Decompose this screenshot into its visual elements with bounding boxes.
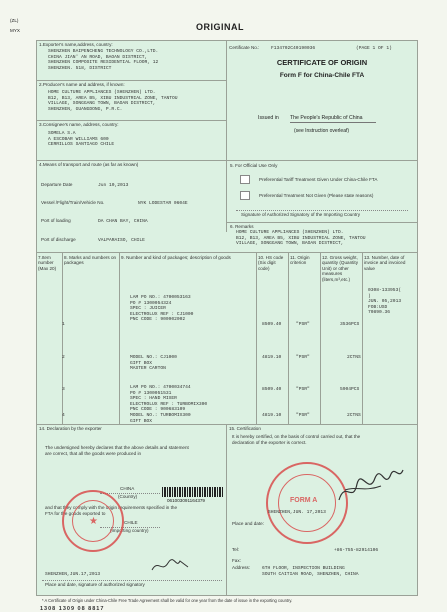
consignee-line: A ESCOBAR WILLIAMS 600 <box>48 136 109 142</box>
see-overleaf: (see Instruction overleaf) <box>294 128 350 134</box>
port-loading-label: Port of loading <box>41 218 71 223</box>
exporter-signature-label: Place and date, signature of authorized signatory <box>45 582 145 587</box>
certificate-subtitle: Form F for China-Chile FTA <box>279 72 365 79</box>
item-number: 2 <box>62 355 65 360</box>
box6-label: 6. Remarks <box>230 224 254 229</box>
divider <box>62 252 63 424</box>
origin-criterion: "PSR" <box>296 355 310 360</box>
consignee-line: SOMELA S.A <box>48 131 76 136</box>
goods-desc-line: MASTER CARTON <box>130 366 166 371</box>
certificate-no-label: Certificate No.: <box>229 45 260 50</box>
consignee-line: CERRILLOS SANTIAGO CHILE <box>48 142 115 147</box>
address-line: SOUTH CAITIAN ROAD, SHENZHEN, CHINA <box>262 571 359 577</box>
hs-code: 8509.40 <box>262 322 282 327</box>
port-loading-value: DA CHAN BAY, CHINA <box>98 219 148 224</box>
divider <box>36 80 226 81</box>
port-discharge-label: Port of discharge <box>41 237 76 242</box>
box2-label: 2.Producer's name and address, if known: <box>39 82 125 87</box>
goods-desc-block <box>130 295 193 323</box>
producer-line: VILLAGE, SONGGANG TOWN, BAOAN DISTRICT, <box>48 101 156 106</box>
goods-desc-line: MODEL NO.: TURBOMIX300 <box>130 413 191 418</box>
box5-label: 5. For Official Use Only <box>230 163 278 168</box>
importing-signatory-label: Signature of Authorized Signatory of the Importing Country <box>241 212 360 217</box>
item-number: 1 <box>62 322 65 327</box>
box1-label: 1.Exporter's name,address, country: <box>39 42 113 47</box>
issued-country: The People's Republic of China <box>290 115 376 123</box>
importing-country-hint: (Importing country) <box>110 528 149 533</box>
divider <box>36 160 418 161</box>
fax-label: Fax: <box>232 558 241 563</box>
divider <box>226 222 418 223</box>
address-label: Address: <box>232 565 251 570</box>
producer-line: SHENZHEN, GUANGDONG, P.R.C. <box>48 106 123 112</box>
barcode <box>162 487 224 497</box>
invoice-date: JUN. 05,2013 <box>368 299 402 304</box>
quantity: 3536PCS <box>340 322 360 327</box>
declaration-text-3: and that they comply with the origin requirements specified in the <box>45 505 178 510</box>
exporter-line: CHINA JIAN' AN ROAD, BAOAN DISTRICT, <box>48 54 148 60</box>
tel-label: Tel: <box>232 547 240 552</box>
header-marks: 8. Marks and numbers on packages <box>64 255 117 266</box>
remarks-line: HOME CULTURE APPLIANCES (SHENZHEN) LTD. <box>236 230 344 235</box>
goods-desc-line: SPEC : HAND MIXER <box>130 396 177 401</box>
quantity: 2CTNS <box>347 413 361 418</box>
divider <box>36 120 226 121</box>
original-label: ORIGINAL <box>196 22 244 32</box>
importing-country: CHILE <box>124 520 138 525</box>
preferential-given-checkbox[interactable] <box>240 175 250 184</box>
top-mark-myx: MYX <box>10 28 20 33</box>
invoice-fob: FOB:USD <box>368 304 388 310</box>
footer-number: 1308 1309 08 8817 <box>40 606 105 612</box>
issued-in-label: Issued in <box>258 115 279 121</box>
place-date-value: SHENZHEN,JUN. 17,2013 <box>268 510 326 515</box>
goods-desc-line: GIFT BOX <box>130 360 153 366</box>
box4-label: 4.Means of transport and route (as far as known) <box>39 162 139 167</box>
divider <box>288 252 289 424</box>
invoice-value: 70890.36 <box>368 310 391 315</box>
certificate-no-value: F134702C40190036 <box>271 46 316 51</box>
origin-criterion: "PSR" <box>296 322 310 327</box>
goods-desc-line: MODEL NO.: CJ1000 <box>130 355 177 360</box>
box14-label: 14. Declaration by the exporter <box>39 426 102 431</box>
preferential-not-given-label: Preferential Treatment Not Given (Please state reasons) <box>259 193 374 198</box>
footer-note: * A Certificate of Origin under China-Chile Free Trade Agreement shall be valid for one year from the date of issue in the exporting country. <box>42 598 293 603</box>
certifier-signature <box>335 460 407 508</box>
divider <box>226 40 227 232</box>
vessel-label: Vessel /Flight/Train/Vehicle No. <box>41 200 105 205</box>
goods-desc-line: SPEC : JUICER <box>130 306 166 311</box>
port-discharge-value: VALPARAISO, CHILE <box>98 238 145 243</box>
goods-desc-line: ELECTROLUX REF : CJ1000 <box>130 311 194 317</box>
goods-desc-line: PO # 1300054324 <box>130 300 172 306</box>
country-hint: (Country) <box>118 494 138 499</box>
header-invoice: 13. Number, date of invoice and invoiced value <box>364 255 406 271</box>
exporter-line: SHENZHEN COMPOSITE RESIDENTIAL FLOOR, 12 <box>48 60 159 65</box>
tel-value: +86-755-82914106 <box>334 548 379 553</box>
item-number: 4 <box>62 413 65 418</box>
declaration-text-2: are correct, that all the goods were produced in <box>45 451 142 456</box>
header-description: 9. Number and kind of packages; description of goods <box>121 255 231 260</box>
hs-code: 4819.10 <box>262 355 282 360</box>
quantity: 2CTNS <box>347 355 361 360</box>
signature-line <box>42 580 222 581</box>
preferential-given-label: Preferential Tariff Treatment Given Under China-Chile FTA <box>259 177 378 182</box>
vessel-value: NYK LODESTAR 0604E <box>138 201 188 206</box>
certificate-title: CERTIFICATE OF ORIGIN <box>276 58 368 67</box>
stamp-form-a: FORM A <box>290 497 318 504</box>
exporter-stamp: ★ <box>62 490 124 552</box>
top-mark-zl: (ZL) <box>10 18 19 23</box>
producer-line: B12, B13, AREA B5, XIBU INDUSTRIAL ZONE, TANTOU <box>48 95 178 101</box>
divider <box>362 252 363 424</box>
origin-criterion: "PSR" <box>296 387 310 392</box>
box15-label: 15. Certification <box>229 426 261 431</box>
divider <box>36 252 418 253</box>
signature-line <box>236 210 408 211</box>
quantity: 5904PCS <box>340 387 360 392</box>
goods-desc-line: LAM PO NO.: 4700053163 <box>130 295 191 300</box>
goods-desc-line: ELECTROLUX REF : TURBOMIX300 <box>130 401 208 407</box>
exporter-place-date: SHENZHEN,JUN.17,2013 <box>45 572 101 577</box>
address-line: 6TH FLOOR, INSPECTION BUILDING <box>262 566 345 571</box>
header-quantity: 12. Gross weight, quantity (Quantity Unit) or other measures (liters,m³,etc.) <box>322 255 359 282</box>
invoice-number: 0308-133953( <box>368 288 402 293</box>
box3-label: 3.Consignee's name, address, country: <box>39 122 119 127</box>
departure-date-label: Departure Date <box>41 182 73 187</box>
header-origin-criterion: 11. Origin criterion <box>290 255 310 266</box>
divider <box>256 252 257 424</box>
exporter-line: SHENZHEN. 518, DISTRICT <box>48 65 112 71</box>
header-hs-code: 10. HS code (Six digit code) <box>258 255 284 271</box>
goods-desc-line: PNC CODE : 900683109 <box>130 407 186 412</box>
exporter-signature <box>150 555 190 575</box>
producer-line: HOME CULTURE APPLIANCES (SHENZHEN) LTD. <box>48 90 156 95</box>
goods-desc-line: LAM PO NO.: 4700034744 <box>130 385 191 390</box>
goods-desc-line: PNC CODE : 900902002 <box>130 317 186 322</box>
declaration-text-1: The undersigned hereby declares that the above details and statement <box>45 445 189 450</box>
goods-desc-line: PO # 1300051531 <box>130 390 172 396</box>
certification-text-2: declaration of the exporter is correct. <box>232 440 307 445</box>
country-of-production: CHINA <box>120 486 135 491</box>
divider <box>226 424 227 596</box>
remarks-line: VILLAGE, SONGGANG TOWN, BAOAN DISTRICT, <box>236 241 344 246</box>
remarks-line: B12, B13, AREA B5, XIBU INDUSTRIAL ZONE, TANTOU <box>236 235 366 241</box>
origin-criterion: "PSR" <box>296 413 310 418</box>
certification-text-1: It is hereby certified, on the basis of control carried out, that the <box>232 434 361 439</box>
page-indicator: (PAGE 1 OF 1) <box>356 46 392 51</box>
place-date-label: Place and date: <box>232 521 264 526</box>
divider <box>36 424 418 425</box>
divider <box>320 252 321 424</box>
header-item-number: 7.Item number (Max 20) <box>38 255 57 271</box>
preferential-not-given-checkbox[interactable] <box>240 191 250 200</box>
invoice-number-suffix: ) <box>368 293 371 299</box>
exporter-line: SHENZHEN BAIPENCHENG TECHNOLOGY CO.,LTD. <box>48 49 159 54</box>
hs-code: 8509.40 <box>262 387 282 392</box>
goods-desc-line: GIFT BOX <box>130 418 153 424</box>
item-number: 3 <box>62 387 65 392</box>
divider <box>119 252 120 424</box>
barcode-number: 061003091164379 <box>167 498 205 503</box>
declaration-text-4: FTA for the goods exported to <box>45 511 106 516</box>
departure-date-value: Jun 10,2013 <box>98 183 129 188</box>
hs-code: 4819.10 <box>262 413 282 418</box>
